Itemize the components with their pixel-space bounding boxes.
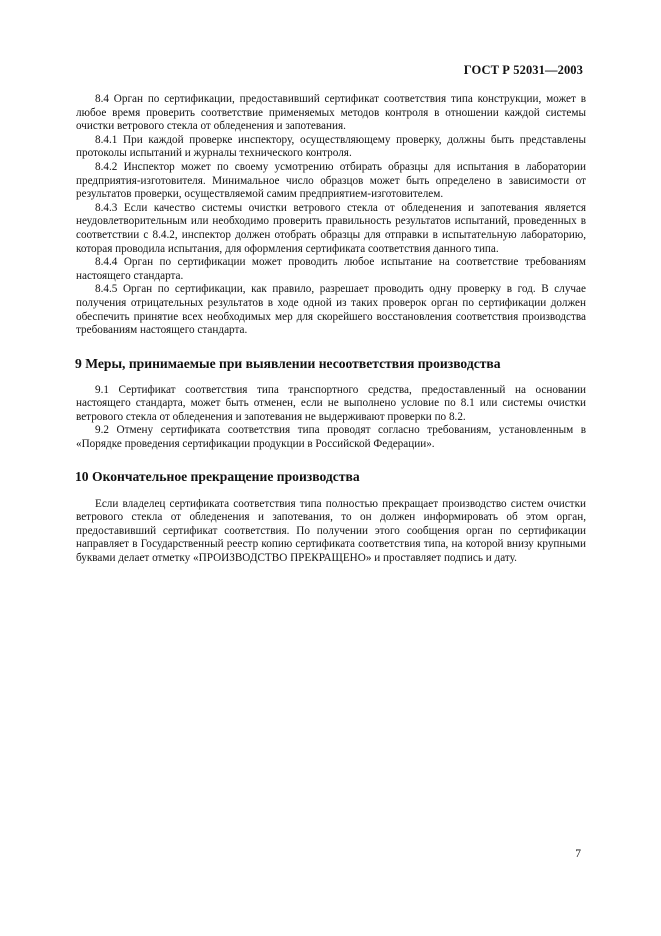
paragraph-8-4-1: 8.4.1 При каждой проверке инспектору, осуществляющему проверку, должны быть представлены протоколы испытаний и журналы технического контроля.: [76, 133, 586, 160]
paragraph-9-2: 9.2 Отмену сертификата соответствия типа проводят согласно требованиям, установленным в «Порядке проведения сертификации продукции в Российской Федерации».: [76, 424, 586, 451]
paragraph-8-4-3: 8.4.3 Если качество системы очистки ветрового стекла от обледенения и запотевания является неудовлетворительным или необходимо проверить правильность результатов испытаний, проведенных в соответствии с 8.4.2, инспектор должен отобрать образцы для отправки в испытательную лабораторию, которая проводила испытания, для оформления сертификата соответствия данного типа.: [76, 201, 586, 255]
page-number: 7: [575, 848, 581, 860]
paragraph-8-4-4: 8.4.4 Орган по сертификации может проводить любое испытание на соответствие требованиям настоящего стандарта.: [76, 256, 586, 282]
paragraph-8-4-5: 8.4.5 Орган по сертификации, как правило, разрешает проводить одну проверку в год. В случае получения отрицательных результатов в ходе одной из таких проверок орган по сертификации должен обеспечить принятие всех необходимых мер для скорейшего восстановления соответствия производства требованиям настоящего стандарта.: [76, 283, 586, 337]
document-body: [76, 93, 586, 566]
section-9-heading: 9 Меры, принимаемые при выявлении несоответствия производства: [75, 355, 501, 371]
paragraph-9-1: 9.1 Сертификат соответствия типа транспортного средства, предоставленный на основании настоящего стандарта, может быть отменен, если не выполнено условие по 8.1 или системы очистки ветрового стекла от обледенения и запотевания не выдерживают проверки по 8.2.: [76, 383, 586, 423]
paragraph-10: Если владелец сертификата соответствия типа полностью прекращает производство систем очистки ветрового стекла от обледенения и запотевания, то он должен информировать об этом орган, предоставивший сертификат соответствия. По получении этого сообщения орган по сертификации направляет в Государственный реестр копию сертификата соответствия типа, на которой внизу крупными буквами делает отметку «ПРОИЗВОДСТВО ПРЕКРАЩЕНО» и проставляет подпись и дату.: [76, 497, 586, 565]
document-id-header: ГОСТ Р 52031—2003: [463, 63, 583, 77]
section-10-heading: 10 Окончательное прекращение производства: [75, 468, 360, 484]
paragraph-8-4-2: 8.4.2 Инспектор может по своему усмотрению отбирать образцы для испытания в лаборатории предприятия-изготовителя. Минимальное число образцов может быть определено в зависимости от результатов проверки, осуществляемой самим предприятием-изготовителем.: [76, 160, 586, 201]
paragraph-8-4: 8.4 Орган по сертификации, предоставивший сертификат соответствия типа конструкции, может в любое время проверить соответствие применяемых методов контроля в отношении каждой системы очистки ветрового стекла от обледенения и запотевания.: [76, 93, 586, 133]
